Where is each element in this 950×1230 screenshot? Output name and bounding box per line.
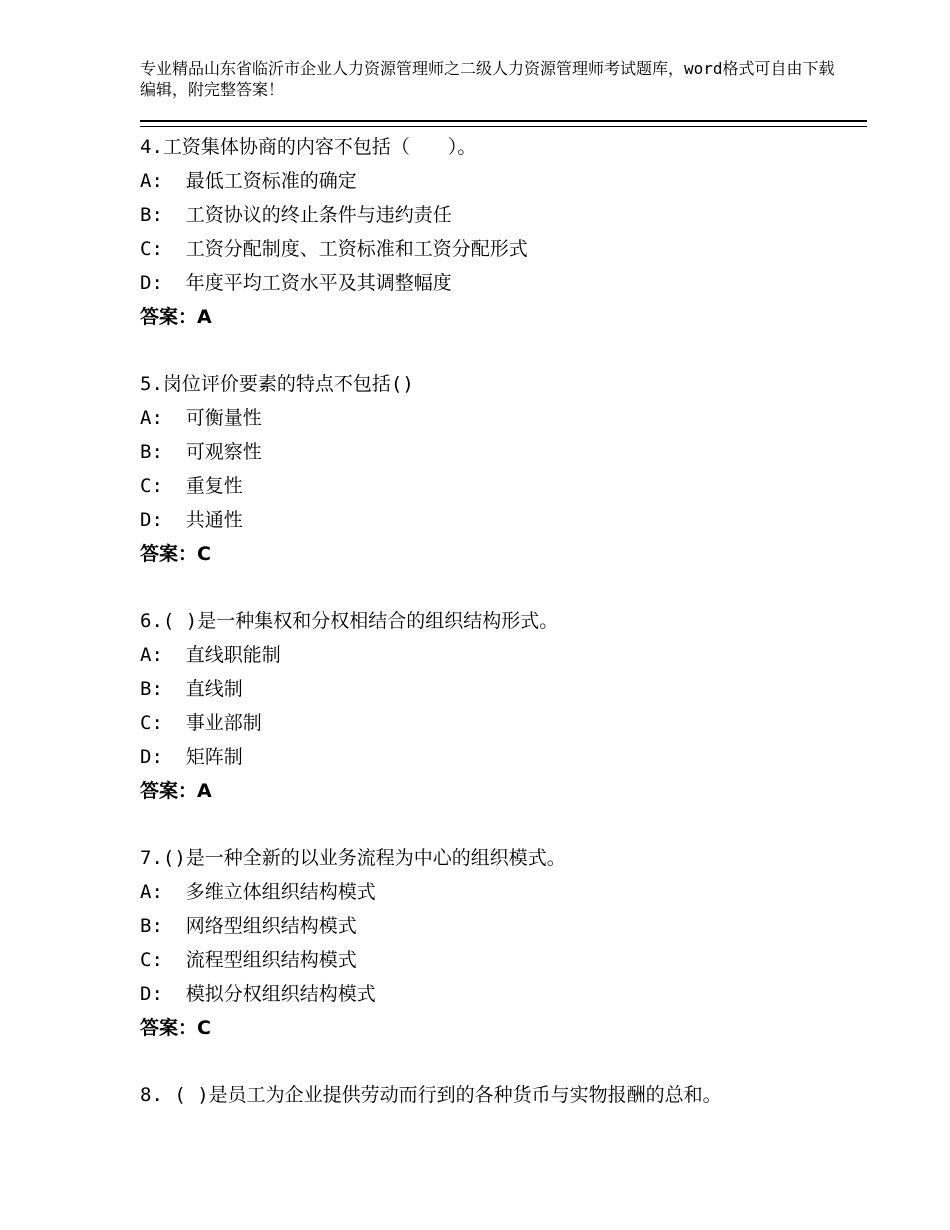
question-8	[140, 1078, 867, 1112]
question-6	[140, 604, 867, 808]
question-list	[140, 130, 867, 1145]
document-header: 专业精品山东省临沂市企业人力资源管理师之二级人力资源管理师考试题库，word格式可自由下载编辑，附完整答案！	[140, 59, 835, 99]
question-stem: 8. ( )是员工为企业提供劳动而行到的各种货币与实物报酬的总和。	[140, 1084, 722, 1106]
question-5	[140, 367, 867, 571]
question-7	[140, 841, 867, 1045]
answer-line: 答案：C	[140, 1017, 211, 1039]
option-d: D: 共通性	[140, 509, 243, 531]
option-a: A: 可衡量性	[140, 407, 262, 429]
option-c: C: 流程型组织结构模式	[140, 949, 357, 971]
option-c: C: 工资分配制度、工资标准和工资分配形式	[140, 238, 528, 260]
option-c: C: 事业部制	[140, 712, 262, 734]
option-b: B: 工资协议的终止条件与违约责任	[140, 204, 452, 226]
option-d: D: 年度平均工资水平及其调整幅度	[140, 272, 452, 294]
question-4	[140, 130, 867, 334]
answer-line: 答案：A	[140, 306, 212, 328]
question-stem: 7.()是一种全新的以业务流程为中心的组织模式。	[140, 847, 566, 869]
answer-line: 答案：C	[140, 543, 211, 565]
option-b: B: 直线制	[140, 678, 243, 700]
header-divider-thin	[140, 126, 867, 127]
header-divider-thick	[140, 120, 867, 122]
question-stem: 4.工资集体协商的内容不包括（ ）。	[140, 136, 477, 158]
option-a: A: 多维立体组织结构模式	[140, 881, 376, 903]
option-b: B: 可观察性	[140, 441, 262, 463]
question-stem: 5.岗位评价要素的特点不包括()	[140, 373, 414, 395]
answer-line: 答案：A	[140, 780, 212, 802]
option-b: B: 网络型组织结构模式	[140, 915, 357, 937]
option-a: A: 直线职能制	[140, 644, 281, 666]
option-d: D: 模拟分权组织结构模式	[140, 983, 376, 1005]
question-stem: 6.( )是一种集权和分权相结合的组织结构形式。	[140, 610, 559, 632]
option-a: A: 最低工资标准的确定	[140, 170, 357, 192]
option-c: C: 重复性	[140, 475, 243, 497]
option-d: D: 矩阵制	[140, 746, 243, 768]
